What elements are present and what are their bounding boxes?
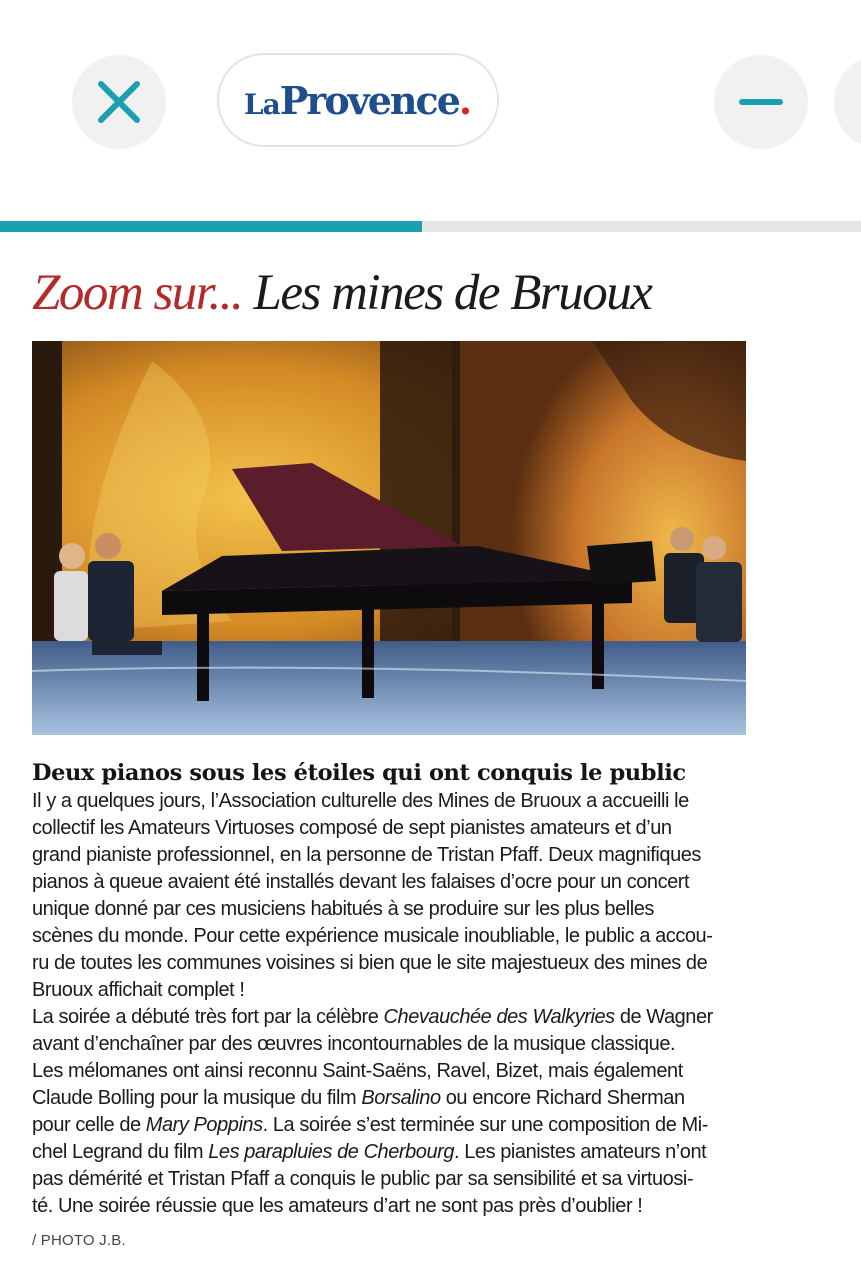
italic-title: Les parapluies de Cherbourg (208, 1141, 455, 1163)
body-text-segment: avant d’enchaîner par des œuvres incontournables de la musique classique. (32, 1033, 676, 1055)
kicker-title: Les mines de Bruoux (253, 265, 652, 321)
kicker-highlight: Zoom sur... (32, 265, 243, 321)
body-line (32, 1112, 832, 1139)
body-text-segment: grand pianiste professionnel, en la personne de Tristan Pfaff. Deux magnifiques (32, 844, 701, 866)
body-line (32, 1166, 832, 1193)
article-kicker (32, 262, 852, 324)
reading-progress-bar (0, 221, 861, 232)
body-text-segment: . La soirée s’est terminée sur une composition de Mi- (262, 1114, 708, 1136)
italic-title: Mary Poppins (145, 1114, 263, 1136)
body-text-segment: Bruoux affichait complet ! (32, 979, 245, 1001)
minus-icon (739, 97, 783, 107)
body-text-segment: de Wagner (614, 1006, 713, 1028)
minimize-button[interactable] (714, 55, 808, 149)
logo-button[interactable] (217, 53, 499, 147)
body-line (32, 815, 832, 842)
article-photo (32, 341, 746, 735)
body-text-segment: collectif les Amateurs Virtuoses composé de sept pianistes amateurs et d’un (32, 817, 672, 839)
body-line (32, 923, 832, 950)
body-line (32, 1193, 832, 1220)
top-bar (0, 0, 861, 220)
body-line (32, 1031, 832, 1058)
body-line (32, 842, 832, 869)
close-button[interactable] (72, 55, 166, 149)
body-line (32, 788, 832, 815)
body-text-segment: scènes du monde. Pour cette expérience musicale inoubliable, le public a accou- (32, 925, 713, 947)
body-line (32, 896, 832, 923)
more-button[interactable] (834, 55, 861, 149)
body-line (32, 1139, 832, 1166)
body-text-segment: ru de toutes les communes voisines si bien que le site majestueux des mines de (32, 952, 708, 974)
reading-progress-fill (0, 221, 422, 232)
body-text-segment: La soirée a débuté très fort par la célèbre (32, 1006, 384, 1028)
italic-title: Chevauchée des Walkyries (383, 1006, 615, 1028)
article-body (32, 788, 832, 1220)
italic-title: Borsalino (361, 1087, 441, 1109)
body-text-segment: Les mélomanes ont ainsi reconnu Saint-Saëns, Ravel, Bizet, mais également (32, 1060, 683, 1082)
logo-name: Provence (279, 77, 459, 123)
body-text-segment: pour celle de (32, 1114, 146, 1136)
body-text-segment: pas démérité et Tristan Pfaff a conquis le public par sa sensibilité et sa virtuosi- (32, 1168, 694, 1190)
body-line (32, 1004, 832, 1031)
body-line (32, 977, 832, 1004)
body-line (32, 950, 832, 977)
close-icon (97, 80, 141, 124)
photo-credit: / PHOTO J.B. (32, 1232, 126, 1249)
body-text-segment: chel Legrand du film (32, 1141, 209, 1163)
body-line (32, 1085, 832, 1112)
body-line (32, 869, 832, 896)
body-text-segment: . Les pianistes amateurs n’ont (454, 1141, 707, 1163)
logo-prefix: La (243, 87, 280, 121)
la-provence-logo (244, 78, 472, 123)
body-text-segment: unique donné par ces musiciens habitués à se produire sur les plus belles (32, 898, 654, 920)
logo-dot: . (458, 77, 473, 123)
body-text-segment: ou encore Richard Sherman (440, 1087, 685, 1109)
body-text-segment: Claude Bolling pour la musique du film (32, 1087, 362, 1109)
body-line (32, 1058, 832, 1085)
concert-photo-illustration (32, 341, 746, 735)
body-text-segment: Il y a quelques jours, l’Association culturelle des Mines de Bruoux a accueilli le (32, 790, 689, 812)
body-text-segment: té. Une soirée réussie que les amateurs d’art ne sont pas près d’oublier ! (32, 1195, 643, 1217)
article-headline: Deux pianos sous les étoiles qui ont conquis le public (32, 760, 686, 786)
body-text-segment: pianos à queue avaient été installés devant les falaises d’ocre pour un concert (32, 871, 690, 893)
